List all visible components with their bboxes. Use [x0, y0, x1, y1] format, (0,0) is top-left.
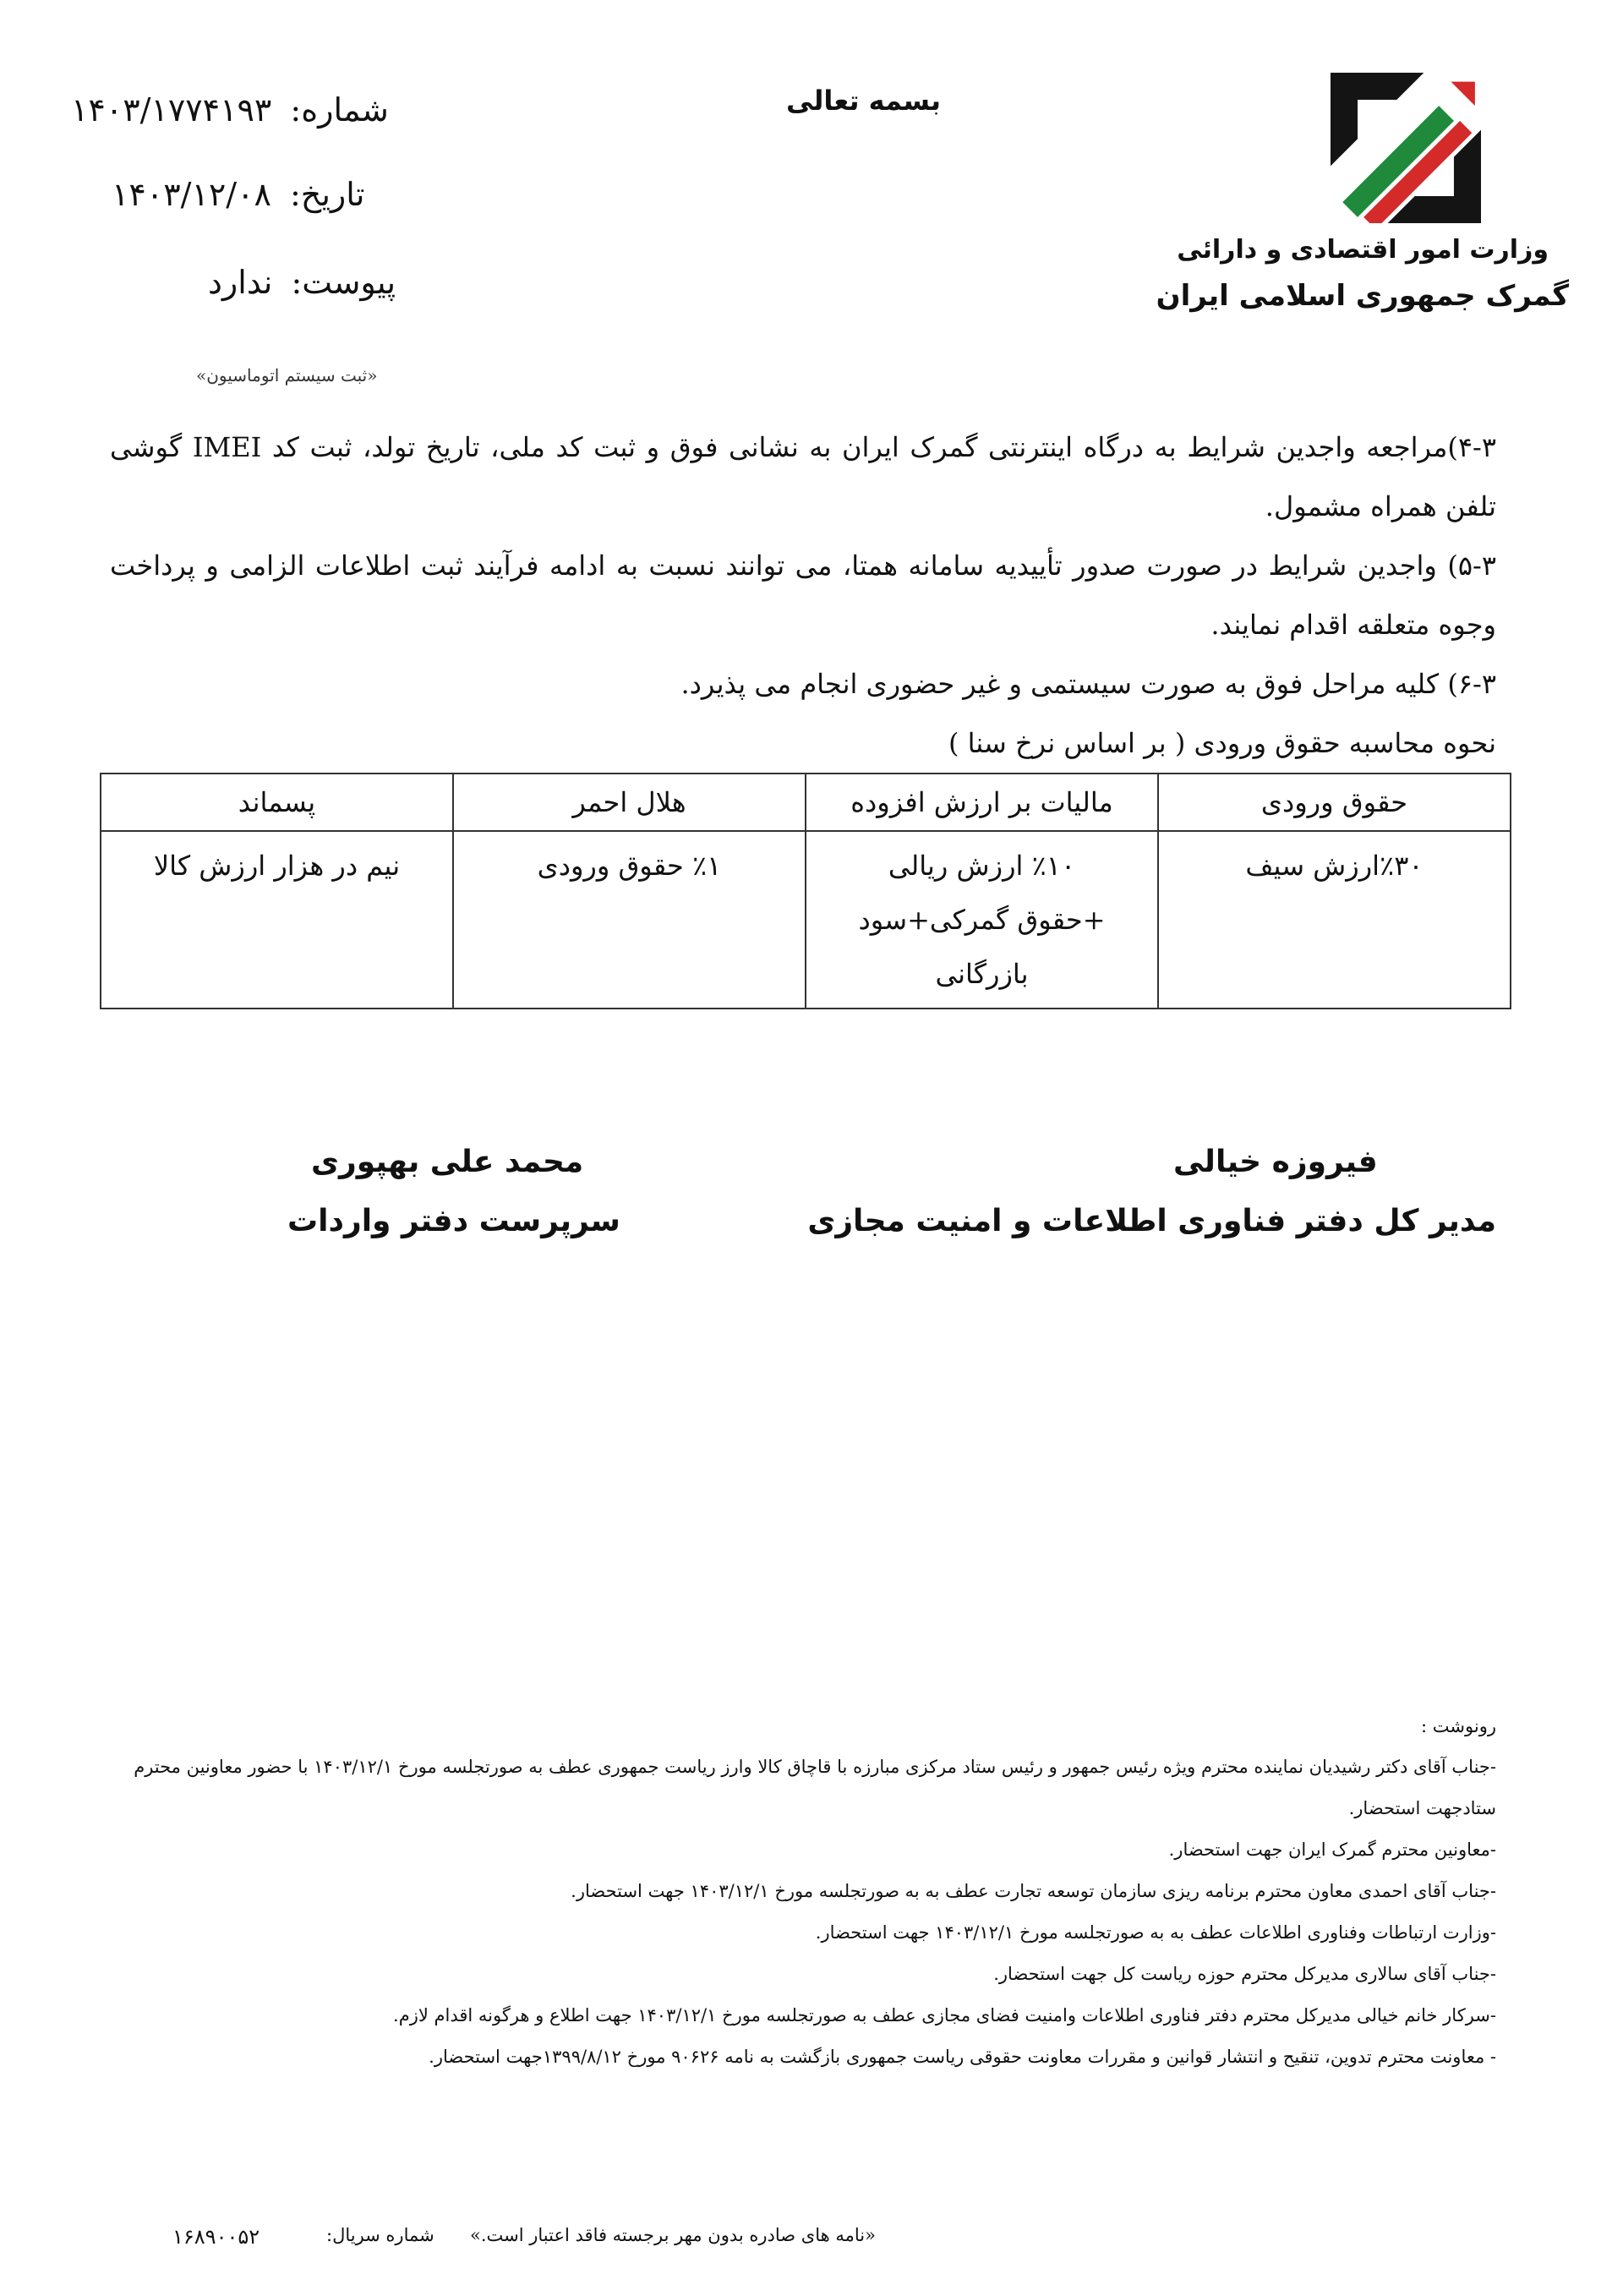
letter-number-value: ۱۴۰۳/۱۷۷۴۱۹۳ [71, 91, 272, 128]
table-header-cell: پسماند [101, 774, 453, 831]
copy-recipient: -جناب آقای دکتر رشیدیان نماینده محترم ویژه رئیس جمهور و رئیس ستاد مرکزی مبارزه با قاچاق کالا وارز ریاست جمهوری عطف به صورتجلسه مورخ ۱۴۰۳/۱۲/۱ با حضور معاونین محترم ستادجهت استحضار. [134, 1757, 1496, 1818]
table-header-row [101, 774, 1511, 831]
copy-recipient: -معاونین محترم گمرک ایران جهت استحضار. [1168, 1840, 1496, 1860]
letter-date-label: تاریخ: [289, 176, 365, 213]
serial-value: ۱۶۸۹۰۰۵۲ [172, 2225, 260, 2249]
signatory-right-title: مدیر کل دفتر فناوری اطلاعات و امنیت مجازی [807, 1204, 1496, 1238]
paragraph-3-6: ۶-۳) کلیه مراحل فوق به صورت سیستمی و غیر حضوری انجام می پذیرد. [680, 668, 1496, 700]
copy-recipient: -جناب آقای احمدی معاون محترم برنامه ریزی سازمان توسعه تجارت عطف به به صورتجلسه مورخ ۱۴۰۳/۱۲/۱ جهت استحضار. [571, 1881, 1496, 1901]
copy-recipient: -سرکار خانم خیالی مدیرکل محترم دفتر فناوری اطلاعات وامنیت فضای مجازی عطف به صورتجلسه مورخ ۱۴۰۳/۱۲/۱ جهت اطلاع و هرگونه اقدام لازم. [393, 2005, 1496, 2025]
automation-note: «ثبت سیستم اتوماسیون» [196, 365, 378, 385]
paragraph-3-5: ۵-۳) واجدین شرایط در صورت صدور تأییدیه سامانه همتا، می توانند نسبت به ادامه فرآیند ثبت اطلاعات الزامی و پرداخت وجوه متعلقه اقدام نمایند. [110, 549, 1496, 641]
customs-logo-icon [1331, 73, 1481, 223]
table-row [101, 831, 1511, 1009]
table-cell: ٪۱۰ ارزش ریالی +حقوق گمرکی+سود بازرگانی [806, 831, 1158, 1009]
attachment-row [208, 264, 396, 301]
paragraph-3-4: ۴-۳)مراجعه واجدین شرایط به درگاه اینترنتی گمرک ایران به نشانی فوق و ثبت کد ملی، تاریخ تولد، ثبت کد IMEI گوشی تلفن همراه مشمول. [110, 431, 1497, 522]
letter-date-value: ۱۴۰۳/۱۲/۰۸ [112, 176, 271, 213]
duty-table [100, 773, 1511, 1009]
ministry-name: وزارت امور اقتصادی و دارائی [1177, 235, 1549, 265]
serial-label: شماره سریال: [326, 2225, 434, 2245]
attachment-label: پیوست: [291, 264, 396, 301]
table-header-cell: هلال احمر [453, 774, 806, 831]
validity-note: «نامه های صادره بدون مهر برجسته فاقد اعتبار است.» [470, 2225, 876, 2245]
copy-recipient: -جناب آقای سالاری مدیرکل محترم حوزه ریاست کل جهت استحضار. [993, 1964, 1496, 1984]
letter-number-label: شماره: [290, 91, 389, 128]
table-header-cell: مالیات بر ارزش افزوده [806, 774, 1158, 831]
table-cell: نیم در هزار ارزش کالا [101, 831, 453, 1009]
letter-number-row [71, 91, 389, 128]
signatory-right-name: فیروزه خیالی [1173, 1145, 1378, 1179]
copies-heading: رونوشت : [1421, 1716, 1496, 1736]
table-cell: ٪۳۰ارزش سیف [1158, 831, 1511, 1009]
basmala-heading: بسمه تعالی [786, 85, 942, 117]
copies-section [76, 1716, 1496, 2078]
organization-name: گمرک جمهوری اسلامی ایران [1156, 279, 1569, 313]
copy-recipient: -وزارت ارتباطات وفناوری اطلاعات عطف به به صورتجلسه مورخ ۱۴۰۳/۱۲/۱ جهت استحضار. [815, 1922, 1496, 1943]
copy-recipient: - معاونت محترم تدوین، تنقیح و انتشار قوانین و مقررات معاونت حقوقی ریاست جمهوری بازگشت به نامه ۹۰۶۲۶ مورخ ۱۳۹۹/۸/۱۲جهت استحضار. [429, 2047, 1496, 2067]
duty-calculation-heading: نحوه محاسبه حقوق ورودی ( بر اساس نرخ سنا ) [948, 727, 1496, 759]
table-cell: ٪۱ حقوق ورودی [453, 831, 806, 1009]
letter-date-row [112, 176, 364, 213]
signatory-left-name: محمد علی بهپوری [311, 1145, 584, 1179]
attachment-value: ندارد [208, 264, 273, 301]
signatory-left-title: سرپرست دفتر واردات [287, 1204, 620, 1238]
table-header-cell: حقوق ورودی [1158, 774, 1511, 831]
